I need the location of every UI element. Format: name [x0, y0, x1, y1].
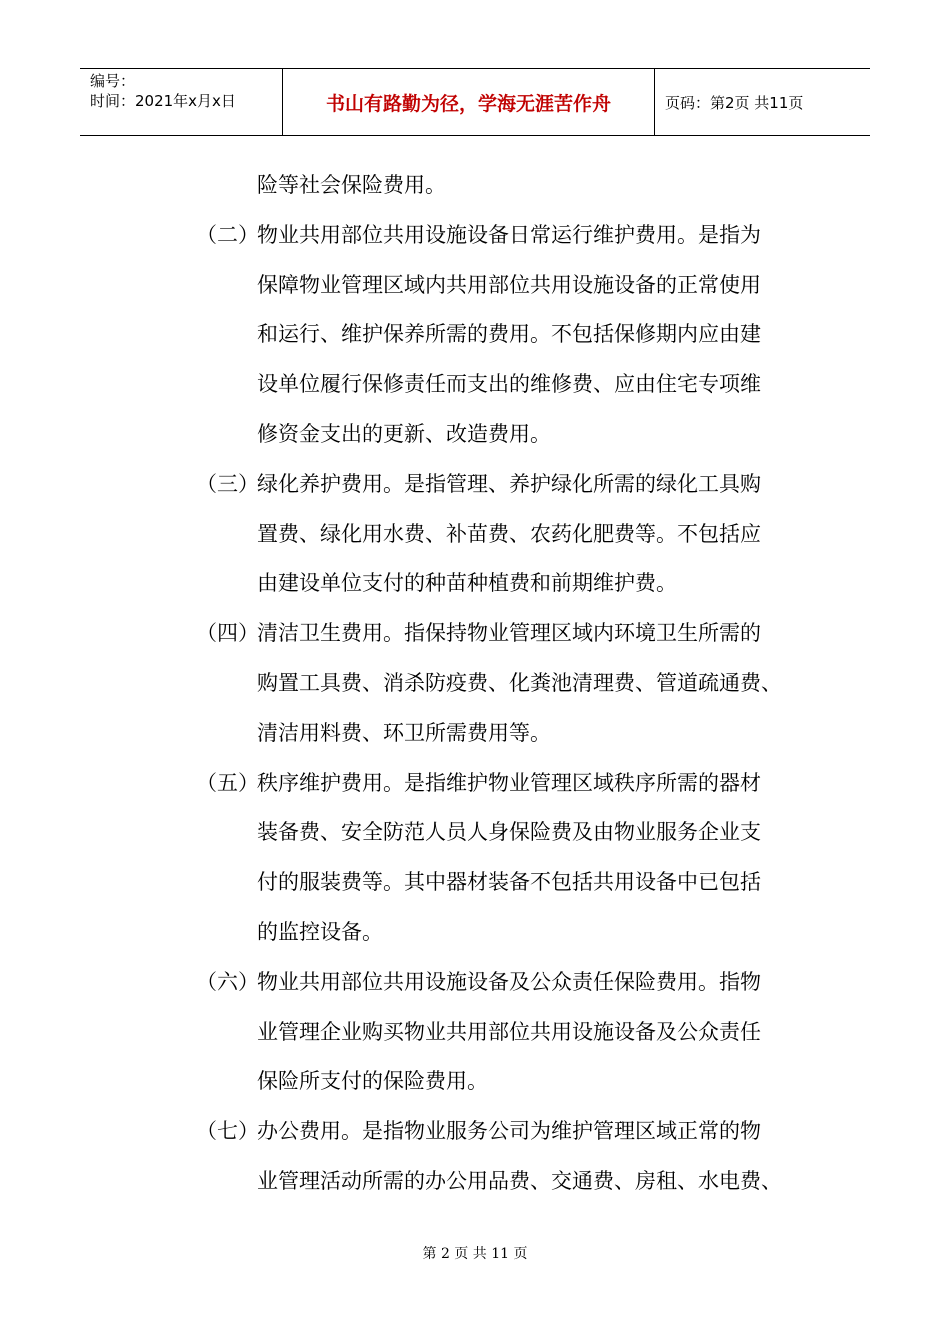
page-footer: 第 2 页 共 11 页	[422, 1246, 528, 1262]
section-marker: （六）	[196, 969, 259, 994]
body-text-line: 险等社会保险费用。	[257, 173, 446, 197]
body-text-line: 绿化养护费用。是指管理、养护绿化所需的绿化工具购	[257, 471, 761, 496]
section-marker: （二）	[196, 222, 259, 247]
body-text-line: 的监控设备。	[257, 920, 383, 944]
body-text-line: 清洁用料费、环卫所需费用等。	[257, 720, 551, 745]
body-text-line: 清洁卫生费用。指保持物业管理区域内环境卫生所需的	[257, 621, 761, 646]
section-marker: （四）	[196, 621, 259, 646]
body-text-line: 秩序维护费用。是指维护物业管理区域秩序所需的器材	[257, 770, 761, 795]
body-text-line: 保险所支付的保险费用。	[257, 1069, 488, 1094]
body-text-line: 业管理企业购买物业共用部位共用设施设备及公众责任	[257, 1019, 761, 1044]
section-marker: （七）	[196, 1119, 259, 1144]
body-text-line: 由建设单位支付的种苗种植费和前期维护费。	[257, 571, 677, 596]
body-text-line: 业管理活动所需的办公用品费、交通费、房租、水电费、	[257, 1169, 782, 1193]
section-marker: （三）	[196, 471, 259, 496]
body-text-line: 办公费用。是指物业服务公司为维护管理区域正常的物	[257, 1119, 761, 1144]
page-header	[80, 68, 870, 136]
body-text-line: 修资金支出的更新、改造费用。	[257, 422, 551, 446]
body-text-line: 保障物业管理区域内共用部位共用设施设备的正常使用	[257, 272, 761, 297]
body-text-line: 物业共用部位共用设施设备及公众责任保险费用。指物	[257, 969, 761, 994]
body-text-line: 和运行、维护保养所需的费用。不包括保修期内应由建	[257, 322, 761, 347]
header-page-info: 页码：第2页 共11页	[665, 93, 804, 112]
header-meta	[80, 69, 283, 135]
document-number-label: 编号：	[90, 72, 136, 90]
body-text-line: 置费、绿化用水费、补苗费、农药化肥费等。不包括应	[257, 521, 761, 546]
body-text-line: 付的服装费等。其中器材装备不包括共用设备中已包括	[257, 870, 761, 895]
body-text-line: 设单位履行保修责任而支出的维修费、应由住宅专项维	[257, 372, 761, 397]
body-text-line: 装备费、安全防范人员人身保险费及由物业服务企业支	[257, 820, 761, 845]
header-motto: 书山有路勤为径，学海无涯苦作舟	[283, 69, 655, 135]
body-text-line: 物业共用部位共用设施设备日常运行维护费用。是指为	[257, 222, 761, 247]
body-text-line: 购置工具费、消杀防疫费、化粪池清理费、管道疏通费、	[257, 671, 782, 695]
section-marker: （五）	[196, 770, 259, 795]
document-time-label: 时间：2021年x月x日	[90, 92, 236, 110]
